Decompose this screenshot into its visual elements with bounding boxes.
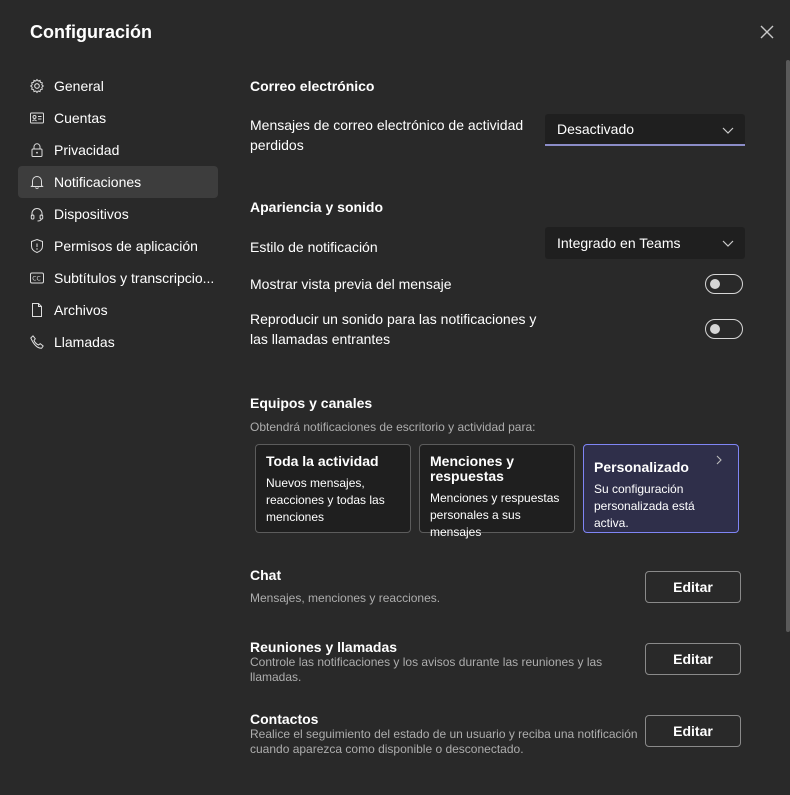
phone-icon: [28, 333, 46, 351]
card-all-activity[interactable]: [255, 444, 411, 533]
sidebar-item-archivos[interactable]: [18, 294, 218, 326]
id-card-icon: [28, 109, 46, 127]
appearance-section-title: Apariencia y sonido: [250, 199, 384, 215]
dialog-title: Configuración: [30, 22, 152, 42]
contacts-edit-button[interactable]: Editar: [645, 715, 741, 747]
notification-style-dropdown[interactable]: [545, 227, 745, 259]
missed-activity-label: Mensajes de correo electrónico de actividad perdidos: [250, 117, 524, 153]
card-description: Su configuración personalizada está activa.: [594, 482, 695, 530]
email-section-title: Correo electrónico: [250, 78, 375, 94]
sidebar-item-label: General: [54, 78, 104, 94]
teams-section-title: Equipos y canales: [250, 395, 373, 411]
card-title: Personalizado: [594, 459, 689, 475]
shield-icon: [28, 237, 46, 255]
svg-text:CC: CC: [32, 275, 41, 283]
meetings-description: Controle las notificaciones y los avisos durante las reuniones y las llamadas.: [250, 655, 603, 684]
card-custom[interactable]: [583, 444, 739, 533]
sidebar-item-label: Notificaciones: [54, 174, 142, 190]
sidebar-item-notificaciones[interactable]: [18, 166, 218, 198]
sidebar-item-label: Subtítulos y transcripcio...: [54, 270, 215, 286]
contacts-description: Realice el seguimiento del estado de un usuario y reciba una notificación cuando aparezca como disponible o desconectado.: [250, 727, 638, 756]
contacts-section-title: Contactos: [250, 711, 319, 727]
card-description: Nuevos mensajes, reacciones y todas las menciones: [266, 476, 385, 524]
chevron-right-icon: [714, 455, 724, 465]
missed-activity-dropdown[interactable]: [545, 114, 745, 146]
bell-icon: [28, 173, 46, 191]
play-sound-label: Reproducir un sonido para las notificaciones y las llamadas entrantes: [250, 311, 537, 347]
chat-description: Mensajes, menciones y reacciones.: [250, 591, 441, 605]
headset-icon: [28, 205, 46, 223]
sidebar-item-general[interactable]: [18, 70, 218, 102]
chat-edit-button[interactable]: Editar: [645, 571, 741, 603]
play-sound-toggle[interactable]: [705, 319, 743, 339]
sidebar-item-label: Permisos de aplicación: [54, 238, 198, 254]
card-description: Menciones y respuestas personales a sus mensajes: [430, 491, 560, 539]
notification-style-value: Integrado en Teams: [557, 235, 681, 251]
sidebar-item-privacidad[interactable]: [18, 134, 218, 166]
settings-sidebar: [18, 70, 218, 358]
sidebar-item-label: Privacidad: [54, 142, 120, 158]
card-mentions-replies[interactable]: [419, 444, 575, 539]
card-title: Menciones y respuestas: [430, 453, 515, 484]
chevron-down-icon: [721, 236, 735, 250]
lock-icon: [28, 141, 46, 159]
settings-main: [250, 70, 750, 760]
message-preview-label: Mostrar vista previa del mensaje: [250, 276, 452, 292]
scrollbar[interactable]: [786, 60, 790, 632]
teams-subtitle: Obtendrá notificaciones de escritorio y actividad para:: [250, 420, 536, 434]
meetings-edit-button[interactable]: Editar: [645, 643, 741, 675]
sidebar-item-llamadas[interactable]: [18, 326, 218, 358]
meetings-section-title: Reuniones y llamadas: [250, 639, 398, 655]
sidebar-item-label: Llamadas: [54, 334, 115, 350]
close-icon[interactable]: [757, 22, 777, 42]
captions-icon: [28, 269, 46, 287]
card-title: Toda la actividad: [266, 453, 379, 469]
chevron-down-icon: [721, 123, 735, 137]
sidebar-item-label: Dispositivos: [54, 206, 129, 222]
sidebar-item-permisos[interactable]: [18, 230, 218, 262]
message-preview-toggle[interactable]: [705, 274, 743, 294]
sidebar-item-label: Archivos: [54, 302, 108, 318]
toggle-knob: [710, 279, 720, 289]
chat-section-title: Chat: [250, 567, 282, 583]
file-icon: [28, 301, 46, 319]
toggle-knob: [710, 324, 720, 334]
gear-icon: [28, 77, 46, 95]
sidebar-item-cuentas[interactable]: [18, 102, 218, 134]
missed-activity-value: Desactivado: [557, 121, 635, 137]
notification-style-label: Estilo de notificación: [250, 239, 378, 255]
sidebar-item-dispositivos[interactable]: [18, 198, 218, 230]
sidebar-item-subtitulos[interactable]: [18, 262, 218, 294]
sidebar-item-label: Cuentas: [54, 110, 107, 126]
